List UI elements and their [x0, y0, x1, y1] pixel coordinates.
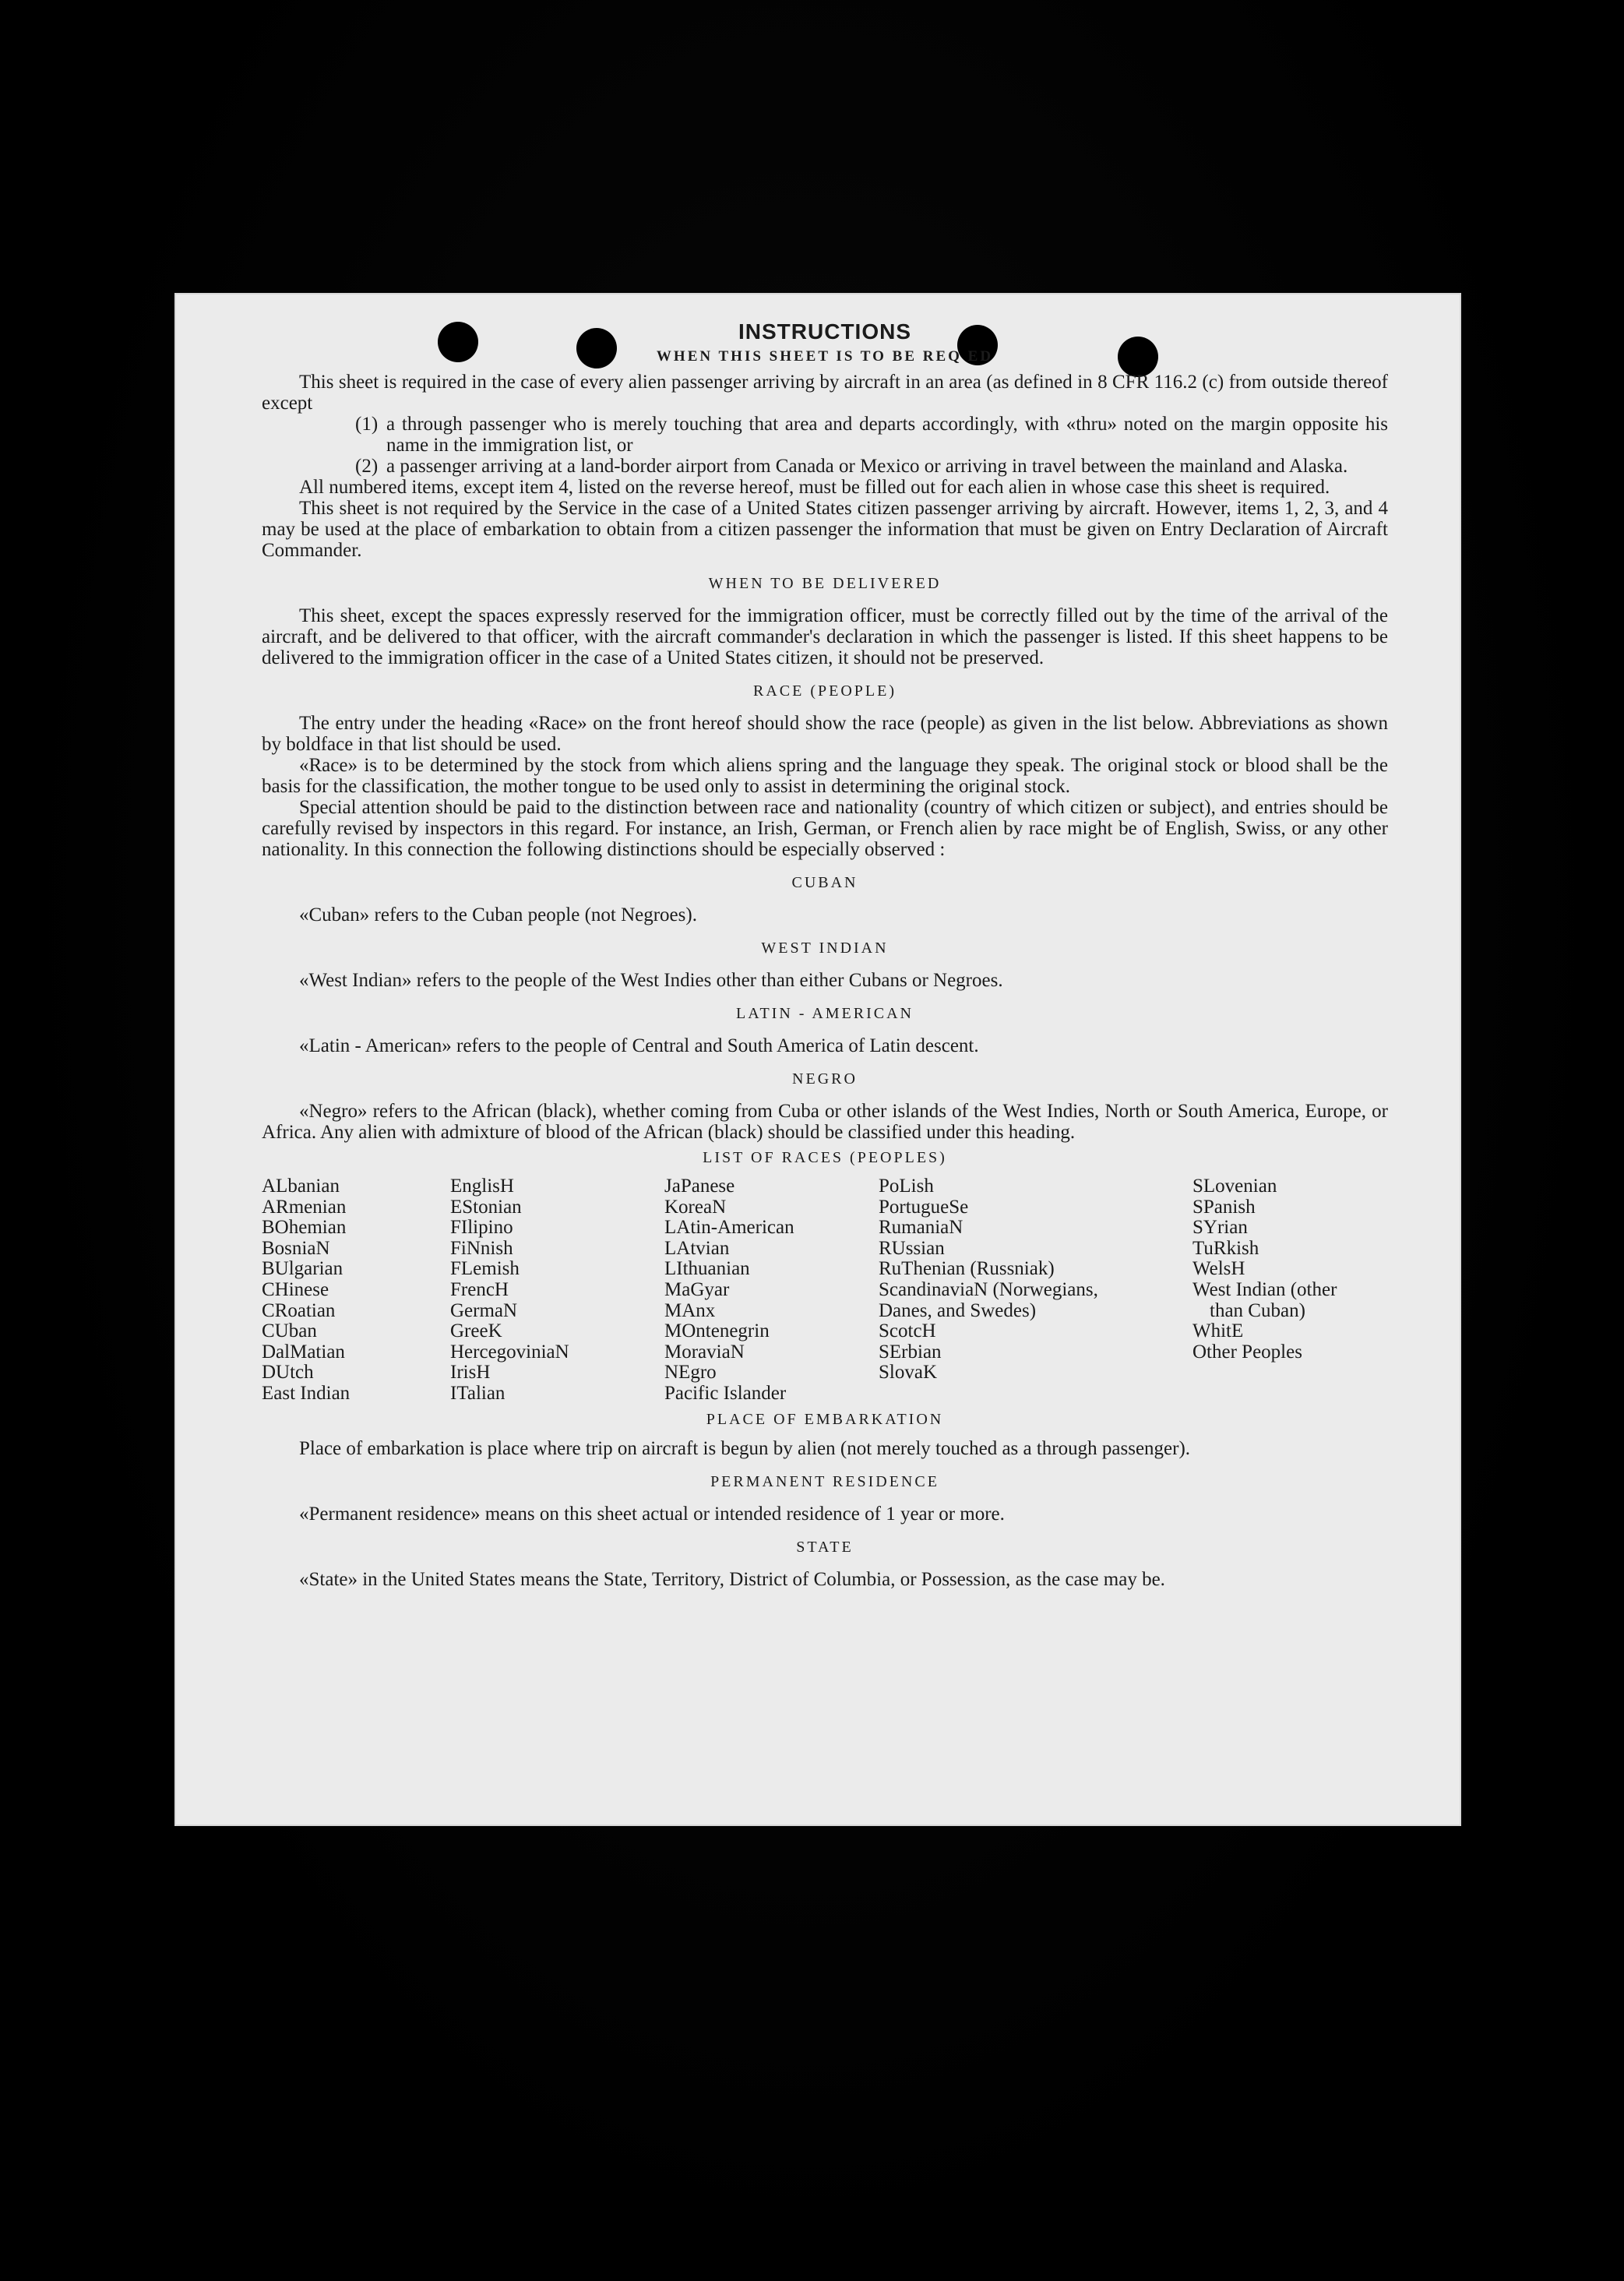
- race-entry: IrisH: [450, 1362, 491, 1384]
- latin-american-definition: «Latin - American» refers to the people of Central and South America of Latin descent.: [299, 1035, 979, 1056]
- race-entry: CHinese: [262, 1278, 329, 1300]
- exception-item-2-text: a passenger arriving at a land-border airport from Canada or Mexico or arriving in travel between the mainland and Alaska.: [386, 456, 1348, 477]
- race-entry: MAnx: [664, 1299, 716, 1321]
- section-heading-races-list: LIST OF RACES (PEOPLES): [703, 1149, 947, 1166]
- race-entry: FIlipino: [450, 1217, 513, 1239]
- west-indian-definition: «West Indian» refers to the people of the West Indies other than either Cubans or Negroes.: [299, 970, 1003, 991]
- race-entry: LAtvian: [664, 1237, 730, 1259]
- race-entry: CUban: [262, 1320, 317, 1342]
- race-entry: LIthuanian: [664, 1258, 750, 1280]
- race-entry: ARmenian: [262, 1196, 347, 1218]
- section-heading-delivered: WHEN TO BE DELIVERED: [708, 575, 942, 592]
- race-entry: FLemish: [450, 1258, 520, 1280]
- races-column-2: [450, 1176, 664, 1405]
- page-subtitle: WHEN THIS SHEET IS TO BE REQ ED: [656, 348, 994, 365]
- exception-item-2-number: (2): [355, 456, 379, 477]
- race-paragraph-3: Special attention should be paid to the distinction between race and nationality (country of which citizen or subject), and entries should be carefully revised by inspectors in this regard. For instance, an Irish, German, or French alien by race might be of English, Swiss, or any other nationality. In this connection the following distinctions should be especially observed :: [262, 797, 1388, 860]
- race-entry: Pacific Islander: [664, 1382, 787, 1404]
- race-entry: SErbian: [879, 1341, 942, 1363]
- race-entry: JaPanese: [664, 1176, 735, 1197]
- races-column-4: [879, 1176, 1192, 1405]
- exception-item-2: [355, 456, 1388, 477]
- race-entry: RuThenian (Russniak): [879, 1258, 1055, 1280]
- race-entry: HercegovinіaN: [450, 1341, 569, 1363]
- residence-definition: «Permanent residence» means on this sheet actual or intended residence of 1 year or more.: [299, 1503, 1005, 1525]
- race-entry: West Indian (other: [1192, 1278, 1337, 1300]
- race-paragraph-1: The entry under the heading «Race» on the front hereof should show the race (people) as given in the list below. Abbreviations as shown by boldface in that list should be used.: [262, 713, 1388, 755]
- race-entry: PoLish: [879, 1176, 934, 1197]
- race-entry: SLovenian: [1192, 1176, 1277, 1197]
- race-entry: ScandinaviaN (Norwegians, Danes, and Swedes): [879, 1278, 1098, 1321]
- race-entry: LAtin-American: [664, 1217, 794, 1239]
- race-entry: KoreaN: [664, 1196, 727, 1218]
- instruction-sheet: [176, 294, 1460, 1824]
- race-entry: BOhemian: [262, 1217, 347, 1239]
- races-column-1: [262, 1176, 450, 1405]
- section-heading-cuban: CUBAN: [791, 874, 858, 891]
- race-entry: MaGyar: [664, 1278, 730, 1300]
- race-paragraph-2: «Race» is to be determined by the stock from which aliens spring and the language they speak. The original stock or blood shall be the basis for the classification, the mother tongue to be used only to assist in determining the original stock.: [262, 755, 1388, 797]
- race-entry: WhitE: [1192, 1320, 1244, 1342]
- section-heading-west-indian: WEST INDIAN: [761, 940, 889, 957]
- intro-paragraph-1: This sheet is required in the case of every alien passenger arriving by aircraft in an area (as defined in 8 CFR 116.2 (c) from outside thereof except: [262, 372, 1388, 414]
- section-heading-embarkation: PLACE OF EMBARKATION: [706, 1410, 944, 1428]
- section-heading-latin-american: LATIN - AMERICAN: [736, 1005, 914, 1022]
- race-entry: GermaN: [450, 1299, 518, 1321]
- race-entry: RUssian: [879, 1237, 945, 1259]
- section-heading-negro: NEGRO: [792, 1070, 858, 1088]
- race-entry: DalMatian: [262, 1341, 345, 1363]
- intro-paragraph-2: All numbered items, except item 4, listed on the reverse hereof, must be filled out for each alien in whose case this sheet is required.: [299, 477, 1330, 498]
- race-entry: EStonian: [450, 1196, 522, 1218]
- cuban-definition: «Cuban» refers to the Cuban people (not Negroes).: [299, 904, 697, 925]
- state-definition: «State» in the United States means the State, Territory, District of Columbia, or Possession, as the case may be.: [299, 1568, 1165, 1590]
- race-entry-continuation: than Cuban): [1210, 1299, 1305, 1321]
- race-entry: BosniaN: [262, 1237, 330, 1259]
- delivered-paragraph: This sheet, except the spaces expressly reserved for the immigration officer, must be correctly filled out by the time of the arrival of the aircraft, and be delivered to that officer, with the aircraft commander's declaration in which the passenger is listed. If this sheet happens to be delivered to the immigration officer in the case of a United States citizen, it should not be preserved.: [262, 605, 1388, 668]
- page-title: INSTRUCTIONS: [738, 319, 911, 344]
- race-entry: RumaniaN: [879, 1217, 963, 1239]
- intro-paragraph-3: This sheet is not required by the Service in the case of a United States citizen passenger arriving by aircraft. However, items 1, 2, 3, and 4 may be used at the place of embarkation to obtain from a citizen passenger the information that must be given on Entry Declaration of Aircraft Commander.: [262, 498, 1388, 561]
- section-heading-state: STATE: [796, 1538, 854, 1556]
- race-entry: Other Peoples: [1192, 1341, 1302, 1363]
- race-entry: FiNnish: [450, 1237, 513, 1259]
- race-entry: ScotcH: [879, 1320, 936, 1342]
- race-entry: FrencH: [450, 1278, 509, 1300]
- embarkation-definition: Place of embarkation is place where trip on aircraft is begun by alien (not merely touched as a through passenger).: [299, 1437, 1191, 1459]
- race-entry: SPanish: [1192, 1196, 1256, 1218]
- race-entry: WelsH: [1192, 1258, 1245, 1280]
- race-entry: ITalian: [450, 1382, 506, 1404]
- race-entry: East Indian: [262, 1382, 351, 1404]
- races-column-3: [664, 1176, 879, 1405]
- race-entry: EnglisH: [450, 1176, 514, 1197]
- race-entry: DUtch: [262, 1362, 314, 1384]
- race-entry: BUlgarian: [262, 1258, 343, 1280]
- section-heading-residence: PERMANENT RESIDENCE: [710, 1472, 939, 1490]
- race-entry: ALbanian: [262, 1176, 340, 1197]
- race-entry: GreeK: [450, 1320, 502, 1342]
- races-column-5: [1192, 1176, 1388, 1405]
- negro-definition: «Negro» refers to the African (black), whether coming from Cuba or other islands of the West Indies, North or South America, Europe, or Africa. Any alien with admixture of blood of the African (black) should be classified under this heading.: [262, 1101, 1388, 1143]
- race-entry: NEgro: [664, 1362, 717, 1384]
- race-entry: SlovaK: [879, 1362, 937, 1384]
- race-entry: SYrian: [1192, 1217, 1248, 1239]
- instructions-content: [262, 321, 1388, 1590]
- race-entry: PortugueSe: [879, 1196, 969, 1218]
- exception-item-1-text: a through passenger who is merely touching that area and departs accordingly, with «thru» noted on the margin opposite his name in the immigration list, or: [386, 414, 1388, 456]
- races-list-table: [262, 1176, 1388, 1405]
- section-heading-race: RACE (PEOPLE): [753, 682, 897, 700]
- race-entry: TuRkish: [1192, 1237, 1259, 1259]
- race-entry: MoraviaN: [664, 1341, 745, 1363]
- race-entry: MOntenegrin: [664, 1320, 770, 1342]
- exception-item-1: [355, 414, 1388, 456]
- race-entry: CRoatian: [262, 1299, 336, 1321]
- exception-item-1-number: (1): [355, 414, 379, 435]
